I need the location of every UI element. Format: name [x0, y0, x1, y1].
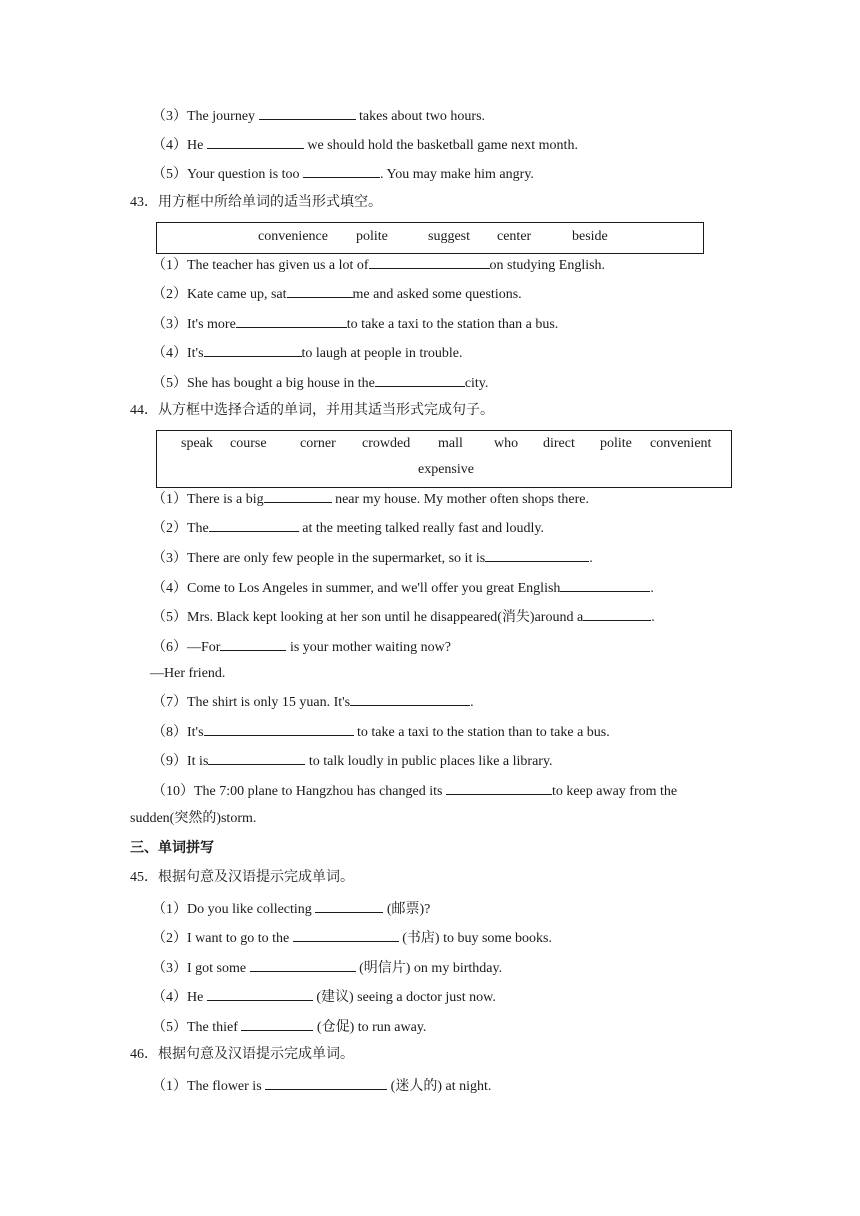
q46-item-1: （1）The flower is (迷人的) at night. [152, 1076, 491, 1096]
q43-item-2: （2）Kate came up, sat me and asked some questions. [152, 284, 522, 304]
word-box-item: course [230, 436, 267, 451]
word-box-item: beside [572, 229, 608, 244]
word-box-item: expensive [418, 462, 474, 477]
q45-item-4: （4）He (建议) seeing a doctor just now. [152, 987, 496, 1007]
q46-title: 46．根据句意及汉语提示完成单词。 [130, 1047, 354, 1062]
answer-blank[interactable] [209, 518, 299, 532]
q44-item-7: （7）The shirt is only 15 yuan. It's . [152, 692, 474, 712]
q44-item-9: （9）It is to talk loudly in public places like a library. [152, 751, 553, 771]
answer-blank[interactable] [250, 958, 356, 972]
q44-item-3: （3）There are only few people in the supermarket, so it is . [152, 548, 593, 568]
q43-word-box [156, 222, 704, 254]
word-box-item: speak [181, 436, 213, 451]
answer-blank[interactable] [207, 987, 313, 1001]
word-box-item: polite [356, 229, 388, 244]
q42-item-5: （5）Your question is too . You may make him angry. [152, 164, 534, 184]
section-title: 三、单词拼写 [130, 841, 214, 856]
q43-item-3: （3）It's more to take a taxi to the station than a bus. [152, 314, 558, 334]
word-box-item: convenience [258, 229, 328, 244]
answer-blank[interactable] [350, 692, 470, 706]
q44-title: 44．从方框中选择合适的单词，并用其适当形式完成句子。 [130, 403, 494, 418]
answer-blank[interactable] [204, 722, 354, 736]
q44-item-6: （6）—For is your mother waiting now? [152, 637, 451, 657]
word-box-item: center [497, 229, 532, 244]
q44-item-5: （5）Mrs. Black kept looking at her son until he disappeared(消失)around a . [152, 607, 655, 627]
q43-item-5: （5）She has bought a big house in the city. [152, 373, 488, 393]
word-box-item: who [494, 436, 519, 451]
answer-blank[interactable] [264, 489, 332, 503]
answer-blank[interactable] [287, 284, 353, 298]
word-box-item: direct [543, 436, 575, 451]
answer-blank[interactable] [265, 1076, 387, 1090]
answer-blank[interactable] [293, 928, 399, 942]
word-box-item: mall [438, 436, 463, 451]
q43-item-4: （4）It's to laugh at people in trouble. [152, 343, 463, 363]
answer-blank[interactable] [446, 781, 552, 795]
q44-item-1: （1）There is a big near my house. My mother often shops there. [152, 489, 589, 509]
q42-item-4: （4）He we should hold the basketball game next month. [152, 135, 578, 155]
word-box-item: convenient [650, 436, 712, 451]
answer-blank[interactable] [485, 548, 589, 562]
answer-blank[interactable] [259, 106, 356, 120]
answer-blank[interactable] [315, 899, 383, 913]
answer-blank[interactable] [236, 314, 347, 328]
q42-item-3: （3）The journey takes about two hours. [152, 106, 485, 126]
answer-blank[interactable] [207, 135, 304, 149]
q45-item-5: （5）The thief (仓促) to run away. [152, 1017, 426, 1037]
q44-word-box [156, 430, 732, 488]
q44-item-10: （10）The 7:00 plane to Hangzhou has changed its to keep away from the [152, 781, 677, 801]
q45-item-3: （3）I got some (明信片) on my birthday. [152, 958, 502, 978]
q44-item-10-continued: sudden(突然的)storm. [130, 811, 257, 826]
q43-title: 43．用方框中所给单词的适当形式填空。 [130, 195, 382, 210]
q43-item-1: （1）The teacher has given us a lot of on studying English. [152, 255, 605, 275]
word-box-item: polite [600, 436, 632, 451]
q44-item-6-answer-line: —Her friend. [150, 666, 226, 681]
answer-blank[interactable] [375, 373, 465, 387]
word-box-item: crowded [362, 436, 411, 451]
answer-blank[interactable] [208, 751, 305, 765]
q44-item-4: （4）Come to Los Angeles in summer, and we'll offer you great English . [152, 578, 654, 598]
answer-blank[interactable] [583, 607, 651, 621]
answer-blank[interactable] [204, 343, 302, 357]
answer-blank[interactable] [241, 1017, 313, 1031]
word-box-item: suggest [428, 229, 470, 244]
q45-title: 45．根据句意及汉语提示完成单词。 [130, 870, 354, 885]
answer-blank[interactable] [560, 578, 650, 592]
answer-blank[interactable] [369, 255, 490, 269]
q45-item-1: （1）Do you like collecting (邮票)? [152, 899, 430, 919]
q44-item-8: （8）It's to take a taxi to the station than to take a bus. [152, 722, 610, 742]
q44-item-2: （2）The at the meeting talked really fast and loudly. [152, 518, 544, 538]
word-box-item: corner [300, 436, 336, 451]
q45-item-2: （2）I want to go to the (书店) to buy some books. [152, 928, 552, 948]
answer-blank[interactable] [303, 164, 380, 178]
answer-blank[interactable] [220, 637, 286, 651]
